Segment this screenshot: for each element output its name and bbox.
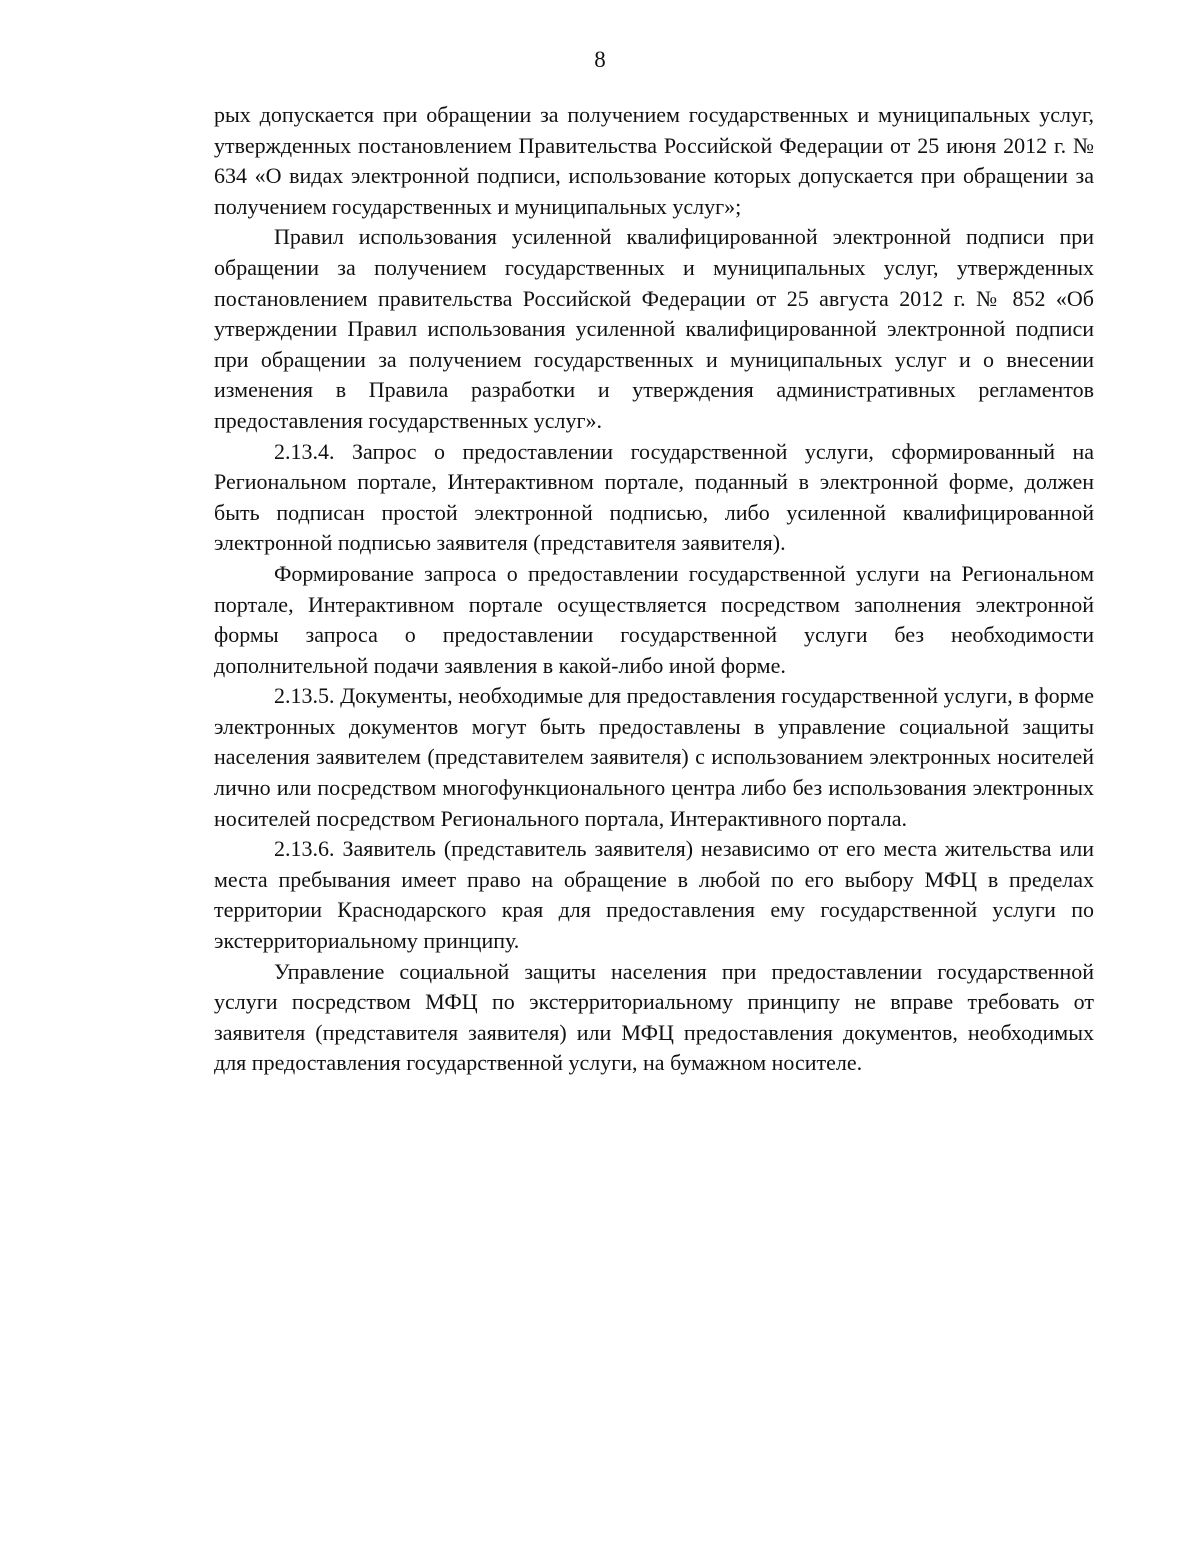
paragraph-2-13-5: 2.13.5. Документы, необходимые для предоставления государственной услуги, в форме электронных документов могут быть предоставлены в управление социальной защиты населения заявителем (представителем заявителя) с использованием электронных носителей лично или посредством многофункционального центра либо без использования электронных носителей посредством Регионального портала, Интерактивного портала. — [214, 683, 1094, 831]
paragraph-extraterritorial: Управление социальной защиты населения при предоставлении государственной услуги посредством МФЦ по экстерриториальному принципу не вправе требовать от заявителя (представителя заявителя) или МФЦ предоставления документов, необходимых для предоставления государственной услуги, на бумажном носителе. — [214, 958, 1094, 1076]
paragraph-2-13-6: 2.13.6. Заявитель (представитель заявителя) независимо от его места жительства или места пребывания имеет право на обращение в любой по его выбору МФЦ в пределах территории Краснодарского края для предоставления ему государственной услуги по экстерриториальному принципу. — [214, 836, 1094, 954]
paragraph-continuation: рых допускается при обращении за получением государственных и муниципальных услуг, утвержденных постановлением Правительства Российской Федерации от 25 июня 2012 г. № 634 «О видах электронной подписи, использование которых допускается при обращении за получением государственных и муниципальных услуг»; — [214, 102, 1094, 219]
document-body — [214, 100, 1094, 1079]
page-number: 8 — [594, 47, 606, 72]
paragraph-request-formation: Формирование запроса о предоставлении государственной услуги на Региональном портале, Интерактивном портале осуществляется посредством заполнения электронной формы запроса о предоставлении государственной услуги без необходимости дополнительной подачи заявления в какой-либо иной форме. — [214, 560, 1094, 678]
paragraph-2-13-4: 2.13.4. Запрос о предоставлении государственной услуги, сформированный на Региональном портале, Интерактивном портале, поданный в электронной форме, должен быть подписан простой электронной подписью, либо усиленной квалифицированной электронной подписью заявителя (представителя заявителя). — [214, 438, 1094, 556]
paragraph-rules-qualified-signature: Правил использования усиленной квалифицированной электронной подписи при обращении за получением государственных и муниципальных услуг, утвержденных постановлением правительства Российской Федерации от 25 августа 2012 г. № 852 «Об утверждении Правил использования усиленной квалифицированной электронной подписи при обращении за получением государственных и муниципальных услуг и о внесении изменения в Правила разработки и утверждения административных регламентов предоставления государственных услуг». — [214, 224, 1094, 433]
